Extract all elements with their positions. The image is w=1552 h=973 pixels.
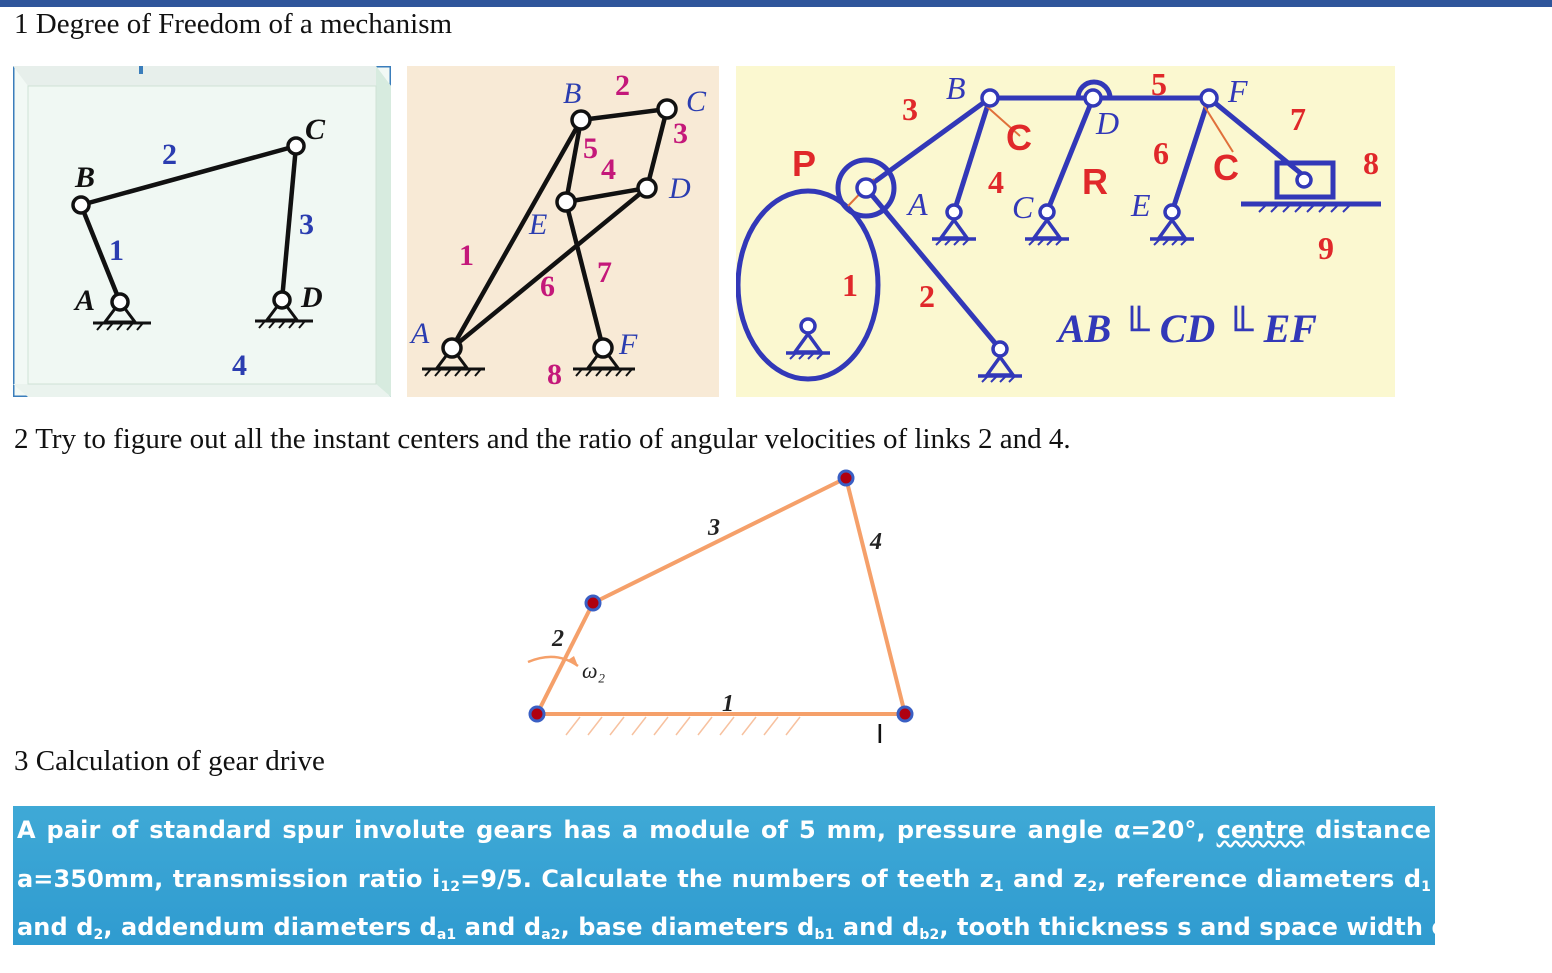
link-3-label: 3 [708, 515, 720, 541]
label-C-right: C [1213, 147, 1239, 188]
label-C-ground: C [1012, 189, 1034, 225]
link-4-label: 4 [988, 164, 1004, 200]
link-5-label: 5 [583, 132, 598, 165]
link-4-label: 4 [870, 529, 882, 555]
question-2-heading: 2 Try to figure out all the instant centers and the ratio of angular velocities of links 2 and 4. [14, 423, 1071, 455]
label-C-left: C [1006, 117, 1032, 158]
link-1-label: 1 [722, 691, 734, 717]
label-B: B [946, 70, 966, 106]
parallel-equation: AB ╙ CD ╙ EF [1058, 306, 1317, 351]
label-E: E [529, 208, 548, 241]
link-1-label: 1 [459, 239, 474, 272]
problem-line-3: and $d_2$, addendum diameters $d_{a1}$ and $d_{a2}$, base diameters $d_{b1}$ and $d_{b2}$, tooth thickness s and space width e. [17, 913, 1458, 943]
omega-2-label: ω₂ [582, 658, 606, 683]
question-3-heading: 3 Calculation of gear drive [14, 745, 325, 777]
link-2-label: 2 [615, 69, 630, 102]
label-E: E [1131, 187, 1151, 223]
link-8-label: 8 [1363, 145, 1379, 181]
link-6-label: 6 [540, 270, 555, 303]
question-1-heading: 1 Degree of Freedom of a mechanism [14, 8, 453, 40]
label-F: F [1228, 73, 1248, 109]
label-F: F [619, 328, 638, 361]
link-4-label: 4 [601, 153, 616, 186]
problem-line-2: a=350mm, transmission ratio $i_{12}=9/5$. Calculate the numbers of teeth $z_1$ and $z_2$, reference diameters $d_1$ [17, 864, 1431, 895]
figure-cam-parallel-linkage [736, 66, 1395, 397]
label-C: C [305, 113, 326, 146]
link-7-label: 7 [1290, 101, 1306, 137]
link-8-label: 8 [547, 358, 562, 391]
link-3-label: 3 [902, 91, 918, 127]
label-A: A [908, 186, 928, 222]
label-B: B [75, 161, 96, 194]
label-D: D [669, 172, 691, 205]
link-7-label: 7 [597, 256, 612, 289]
link-3-label: 3 [299, 208, 314, 241]
link-6-label: 6 [1153, 135, 1169, 171]
figure-eight-link-mechanism [407, 66, 719, 397]
label-A: A [411, 317, 430, 350]
link-2-label: 2 [162, 138, 177, 171]
label-B: B [563, 77, 582, 110]
link-2-label: 2 [919, 278, 935, 314]
figure-four-bar-linkage [13, 66, 391, 397]
link-3-label: 3 [673, 117, 688, 150]
figure-instant-center-linkage [500, 460, 940, 750]
text-cursor-icon: I [876, 720, 884, 750]
gear-problem-statement [13, 806, 1458, 945]
link-1-label: 1 [109, 234, 124, 267]
label-D: D [1096, 105, 1120, 141]
top-accent-bar [0, 0, 1552, 7]
label-R: R [1082, 161, 1108, 202]
label-C: C [686, 85, 707, 118]
label-D: D [301, 281, 323, 314]
link-5-label: 5 [1151, 66, 1167, 102]
link-2-label: 2 [552, 626, 564, 652]
link-9-label: 9 [1318, 230, 1334, 266]
problem-line-1: A pair of standard spur involute gears has a module of 5 mm, pressure angle α=20°, centre distance [17, 816, 1431, 844]
label-A: A [75, 284, 96, 317]
label-P: P [792, 143, 817, 184]
link-1-label: 1 [842, 267, 858, 303]
link-4-label: 4 [232, 349, 247, 382]
